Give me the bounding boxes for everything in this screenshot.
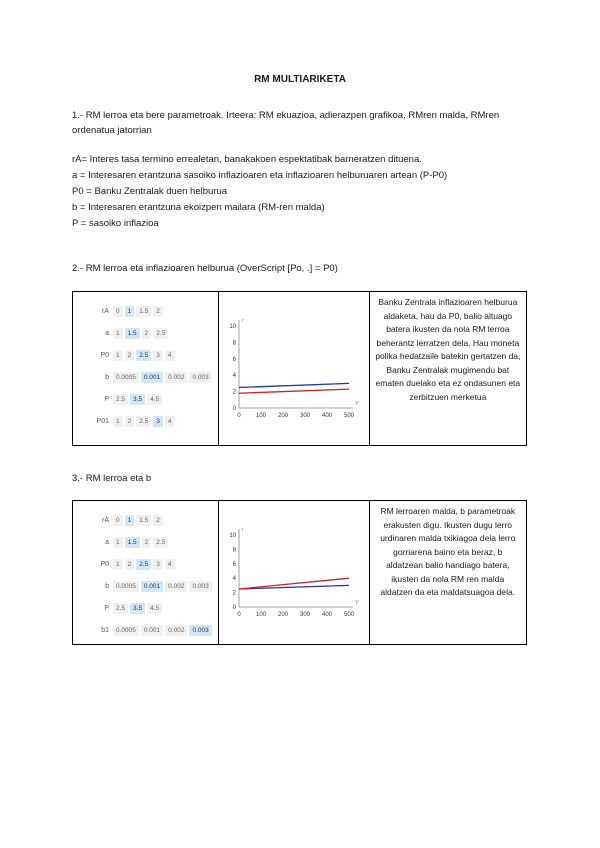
option-button[interactable]: 1.5: [125, 537, 140, 548]
option-button[interactable]: 1: [125, 515, 135, 526]
option-button[interactable]: 0.003: [189, 625, 211, 636]
x-tick-label: 200: [277, 413, 288, 419]
y-tick-label: 8: [232, 547, 236, 554]
section2-heading: 2.- RM lerroa eta inflazioaren helburua (OverScript [Po, .] = P0): [72, 263, 338, 274]
option-button[interactable]: 1.5: [136, 515, 151, 526]
option-button[interactable]: 3: [153, 416, 163, 427]
series-line-1: [239, 383, 349, 387]
section2-description: Banku Zentrala inflazioaren helburua aldaketa, hau da P0, balio altuago batera ikusten da nola RM lerroa beherantz lerratzen dela. Hau moneta polika hedatzaile batekin gertatzen da, Banku Zentralak mugimendu bat ematen duelako eta ez ondasunen eta zerbitzuen merketua: [369, 292, 526, 446]
y-tick-label: 0: [232, 605, 236, 611]
y-tick-label: 4: [232, 373, 236, 380]
y-tick-label: 0: [232, 406, 236, 412]
control-row-p0: [85, 348, 177, 362]
x-tick-label: 300: [299, 612, 310, 618]
option-button[interactable]: 2.5: [153, 537, 168, 548]
option-button[interactable]: 3: [153, 350, 163, 361]
y-tick-label: 10: [229, 324, 236, 330]
option-button[interactable]: 1: [113, 416, 123, 427]
definition-a: a = Interesaren erantzuna sasoiko inflazioaren eta inflazioaren helburuaren artean (P-P0): [72, 170, 448, 181]
control-label: b: [105, 373, 109, 381]
x-axis-label: Y: [354, 401, 359, 407]
option-button[interactable]: 0.003: [189, 372, 211, 383]
section3-heading: 3.- RM lerroa eta b: [72, 473, 152, 484]
option-button[interactable]: 1.5: [136, 306, 151, 317]
x-tick-label: 100: [255, 612, 266, 618]
x-axis-label: Y: [354, 600, 359, 606]
option-button[interactable]: 1: [113, 350, 123, 361]
option-button[interactable]: 0.0005: [113, 372, 139, 383]
intro-paragraph: 1.- RM lerroa eta bere parametroak. Irteera: RM ekuazioa, adierazpen grafikoa, RMren malda, RMren ordenatua jatorrian: [72, 110, 500, 136]
x-tick-label: 500: [343, 413, 354, 419]
x-tick-label: 400: [321, 612, 332, 618]
control-label: b1: [101, 626, 109, 634]
x-tick-label: 200: [277, 612, 288, 618]
section2-table: [72, 291, 527, 446]
option-button[interactable]: 2.5: [136, 559, 151, 570]
control-label: P0: [100, 560, 109, 568]
section3-description: RM lerroaren malda, b parametroak erakusten digu. Ikusten dugu lerro urdinaren malda txikiagoa dela lerro gorriarena baino eta beraz, b aldatzean balio handiago batera, ikusten da nola RM ren malda aldatzen da eta maldatsuagoa dela.: [369, 501, 526, 645]
option-button[interactable]: 2.5: [153, 328, 168, 339]
section3-chart: [219, 501, 369, 639]
x-tick-label: 0: [237, 413, 241, 419]
option-button[interactable]: 2.5: [136, 350, 151, 361]
x-tick-label: 100: [255, 413, 266, 419]
control-row-p: [85, 601, 164, 615]
option-button[interactable]: 3.5: [130, 394, 145, 405]
y-tick-label: 6: [232, 356, 236, 363]
control-row-p0: [85, 557, 177, 571]
definition-ra: rA= Interes tasa termino errealetan, banakakoen espektatibak barneratzen dituena.: [72, 154, 422, 165]
control-label: a: [105, 538, 109, 546]
option-button[interactable]: 2: [125, 416, 135, 427]
control-label: rA: [102, 307, 109, 315]
section3-graph: [218, 501, 369, 645]
control-label: P0: [100, 351, 109, 359]
option-button[interactable]: 4: [165, 416, 175, 427]
option-button[interactable]: 3.5: [130, 603, 145, 614]
option-button[interactable]: 4.5: [147, 603, 162, 614]
control-row-p01: [85, 414, 177, 428]
option-button[interactable]: 4: [165, 350, 175, 361]
definition-p: P = sasoiko inflazioa: [72, 218, 159, 229]
option-button[interactable]: 0.0005: [113, 625, 139, 636]
control-row-ra: [85, 513, 165, 527]
control-row-p: [85, 392, 164, 406]
control-row-b: [85, 579, 214, 593]
option-button[interactable]: 2: [153, 306, 163, 317]
section3-table: [72, 500, 527, 645]
x-tick-label: 500: [343, 612, 354, 618]
option-button[interactable]: 2: [125, 350, 135, 361]
option-button[interactable]: 0.0005: [113, 581, 139, 592]
y-tick-label: 10: [228, 533, 236, 539]
option-button[interactable]: 4.5: [147, 394, 162, 405]
option-button[interactable]: 0.002: [165, 372, 187, 383]
control-label: b: [105, 582, 109, 590]
option-button[interactable]: 0: [113, 515, 123, 526]
y-axis-label: r: [241, 527, 244, 533]
control-label: P: [104, 395, 109, 403]
option-button[interactable]: 2.5: [113, 394, 128, 405]
control-row-ra: [85, 304, 165, 318]
control-label: a: [105, 329, 109, 337]
page-title: RM MULTIARIKETA: [254, 74, 346, 85]
option-button[interactable]: 2: [142, 537, 152, 548]
control-row-b: [85, 370, 214, 384]
control-label: P01: [96, 417, 109, 425]
option-button[interactable]: 2.5: [136, 416, 151, 427]
definition-p0: P0 = Banku Zentralak duen helburua: [72, 186, 228, 197]
definition-b: b = Interesaren erantzuna ekoizpen mailara (RM-ren malda): [72, 202, 325, 213]
x-tick-label: 300: [299, 413, 310, 419]
control-label: rA: [102, 516, 109, 524]
option-button[interactable]: 0: [113, 306, 123, 317]
series-line-2: [239, 389, 349, 393]
option-button[interactable]: 0.001: [141, 625, 163, 636]
section2-controls: [73, 292, 219, 446]
option-button[interactable]: 4: [165, 559, 175, 570]
y-tick-label: 4: [232, 576, 236, 583]
option-button[interactable]: 1: [113, 559, 123, 570]
y-tick-label: 8: [232, 340, 236, 347]
control-row-a: [85, 326, 170, 340]
option-button[interactable]: 0.002: [165, 625, 187, 636]
option-button[interactable]: 0.002: [165, 581, 187, 592]
option-button[interactable]: 1.5: [125, 328, 140, 339]
option-button[interactable]: 0.003: [189, 581, 211, 592]
option-button[interactable]: 0.001: [141, 581, 163, 592]
option-button[interactable]: 0.001: [141, 372, 163, 383]
y-axis-label: r: [241, 318, 244, 324]
option-button[interactable]: 1: [113, 328, 123, 339]
control-row-a: [85, 535, 170, 549]
section2-chart: [219, 292, 369, 440]
control-row-b1: [85, 623, 214, 637]
y-tick-label: 2: [232, 590, 236, 597]
y-tick-label: 6: [232, 561, 236, 568]
option-button[interactable]: 2: [142, 328, 152, 339]
option-button[interactable]: 1: [125, 306, 135, 317]
x-tick-label: 400: [321, 413, 332, 419]
option-button[interactable]: 1: [113, 537, 123, 548]
option-button[interactable]: 2: [125, 559, 135, 570]
control-label: P: [104, 604, 109, 612]
section2-graph: [218, 292, 369, 446]
x-tick-label: 0: [236, 612, 241, 618]
option-button[interactable]: 2.5: [113, 603, 128, 614]
section3-controls: [73, 501, 219, 645]
y-tick-label: 2: [232, 389, 236, 396]
option-button[interactable]: 2: [153, 515, 163, 526]
option-button[interactable]: 3: [153, 559, 163, 570]
